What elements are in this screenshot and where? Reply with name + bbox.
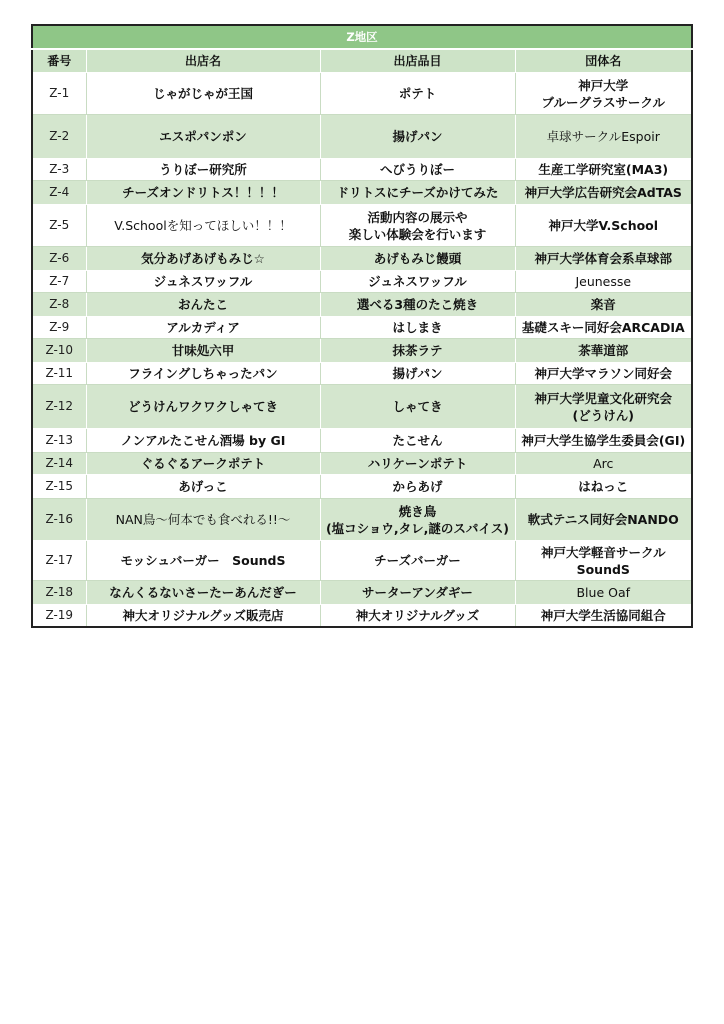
row-group-name: 楽音 [515, 293, 692, 317]
row-number: Z-4 [32, 181, 86, 205]
row-number: Z-3 [32, 159, 86, 181]
row-item: 抹茶ラテ [320, 339, 515, 363]
row-number: Z-1 [32, 73, 86, 115]
row-shop-name: 甘味処六甲 [86, 339, 320, 363]
row-number: Z-9 [32, 317, 86, 339]
row-group-name: 神戸大学マラソン同好会 [515, 363, 692, 385]
row-item: 活動内容の展示や 楽しい体験会を行います [320, 205, 515, 247]
row-number: Z-11 [32, 363, 86, 385]
row-group-name: 基礎スキー同好会ARCADIA [515, 317, 692, 339]
row-shop-name: V.Schoolを知ってほしい！！！ [86, 205, 320, 247]
row-item: 焼き鳥 (塩コショウ,タレ,謎のスパイス) [320, 499, 515, 541]
row-item: ポテト [320, 73, 515, 115]
row-shop-name: じゃがじゃが王国 [86, 73, 320, 115]
table-row [32, 181, 692, 205]
table-row [32, 205, 692, 247]
row-item: 選べる3種のたこ焼き [320, 293, 515, 317]
row-group-name: 生産工学研究室(MA3) [515, 159, 692, 181]
row-item: 神大オリジナルグッズ [320, 605, 515, 627]
row-group-name: 神戸大学V.School [515, 205, 692, 247]
row-item: たこせん [320, 429, 515, 453]
row-number: Z-14 [32, 453, 86, 475]
row-number: Z-12 [32, 385, 86, 429]
header-item: 出店品目 [320, 49, 515, 73]
row-shop-name: うりぼー研究所 [86, 159, 320, 181]
table-row [32, 453, 692, 475]
row-group-name: 軟式テニス同好会NANDO [515, 499, 692, 541]
row-group-name: 茶華道部 [515, 339, 692, 363]
row-group-name: 神戸大学 ブルーグラスサークル [515, 73, 692, 115]
row-shop-name: 気分あげあげもみじ☆ [86, 247, 320, 271]
row-item: ハリケーンポテト [320, 453, 515, 475]
row-shop-name: ジュネスワッフル [86, 271, 320, 293]
header-number: 番号 [32, 49, 86, 73]
row-shop-name: チーズオンドリトス！！！！ [86, 181, 320, 205]
header-row [32, 49, 692, 73]
row-number: Z-13 [32, 429, 86, 453]
row-shop-name: あげっこ [86, 475, 320, 499]
row-shop-name: 神大オリジナルグッズ販売店 [86, 605, 320, 627]
row-number: Z-18 [32, 581, 86, 605]
table-row [32, 429, 692, 453]
row-number: Z-6 [32, 247, 86, 271]
row-group-name: 卓球サークルEspoir [515, 115, 692, 159]
row-number: Z-5 [32, 205, 86, 247]
shop-list-table [31, 24, 693, 628]
row-group-name: Arc [515, 453, 692, 475]
row-number: Z-10 [32, 339, 86, 363]
row-shop-name: NAN鳥～何本でも食べれる!!～ [86, 499, 320, 541]
row-number: Z-15 [32, 475, 86, 499]
table-row [32, 159, 692, 181]
header-shop-name: 出店名 [86, 49, 320, 73]
row-number: Z-7 [32, 271, 86, 293]
row-item: ジュネスワッフル [320, 271, 515, 293]
table-row [32, 317, 692, 339]
row-group-name: Jeunesse [515, 271, 692, 293]
row-item: からあげ [320, 475, 515, 499]
header-group: 団体名 [515, 49, 692, 73]
row-item: しゃてき [320, 385, 515, 429]
table-row [32, 339, 692, 363]
row-number: Z-2 [32, 115, 86, 159]
row-group-name: 神戸大学体育会系卓球部 [515, 247, 692, 271]
table-row [32, 541, 692, 581]
table-row [32, 605, 692, 627]
row-shop-name: なんくるないさーたーあんだぎー [86, 581, 320, 605]
table-row [32, 581, 692, 605]
row-shop-name: どうけんワクワクしゃてき [86, 385, 320, 429]
row-group-name: Blue Oaf [515, 581, 692, 605]
row-item: あげもみじ饅頭 [320, 247, 515, 271]
section-title: Z地区 [32, 25, 692, 49]
row-number: Z-19 [32, 605, 86, 627]
row-shop-name: アルカディア [86, 317, 320, 339]
row-group-name: 神戸大学軽音サークル SoundS [515, 541, 692, 581]
table-row [32, 73, 692, 115]
table-row [32, 385, 692, 429]
row-shop-name: モッシュバーガー SoundS [86, 541, 320, 581]
row-number: Z-17 [32, 541, 86, 581]
row-shop-name: ぐるぐるアークポテト [86, 453, 320, 475]
row-item: 揚げパン [320, 115, 515, 159]
table-row [32, 475, 692, 499]
row-group-name: 神戸大学生活協同組合 [515, 605, 692, 627]
row-shop-name: おんたこ [86, 293, 320, 317]
row-shop-name: ノンアルたこせん酒場 by GI [86, 429, 320, 453]
row-shop-name: フライングしちゃったパン [86, 363, 320, 385]
row-item: へびうりぼー [320, 159, 515, 181]
table-row [32, 363, 692, 385]
table-row [32, 247, 692, 271]
row-item: はしまき [320, 317, 515, 339]
row-item: 揚げパン [320, 363, 515, 385]
row-item: サーターアンダギー [320, 581, 515, 605]
table-row [32, 293, 692, 317]
row-item: ドリトスにチーズかけてみた [320, 181, 515, 205]
row-number: Z-8 [32, 293, 86, 317]
row-group-name: 神戸大学生協学生委員会(GI) [515, 429, 692, 453]
table-row [32, 115, 692, 159]
row-item: チーズバーガー [320, 541, 515, 581]
row-group-name: 神戸大学広告研究会AdTAS [515, 181, 692, 205]
row-group-name: 神戸大学児童文化研究会 (どうけん) [515, 385, 692, 429]
row-group-name: はねっこ [515, 475, 692, 499]
table-row [32, 499, 692, 541]
row-number: Z-16 [32, 499, 86, 541]
row-shop-name: エスポパンポン [86, 115, 320, 159]
table-row [32, 271, 692, 293]
